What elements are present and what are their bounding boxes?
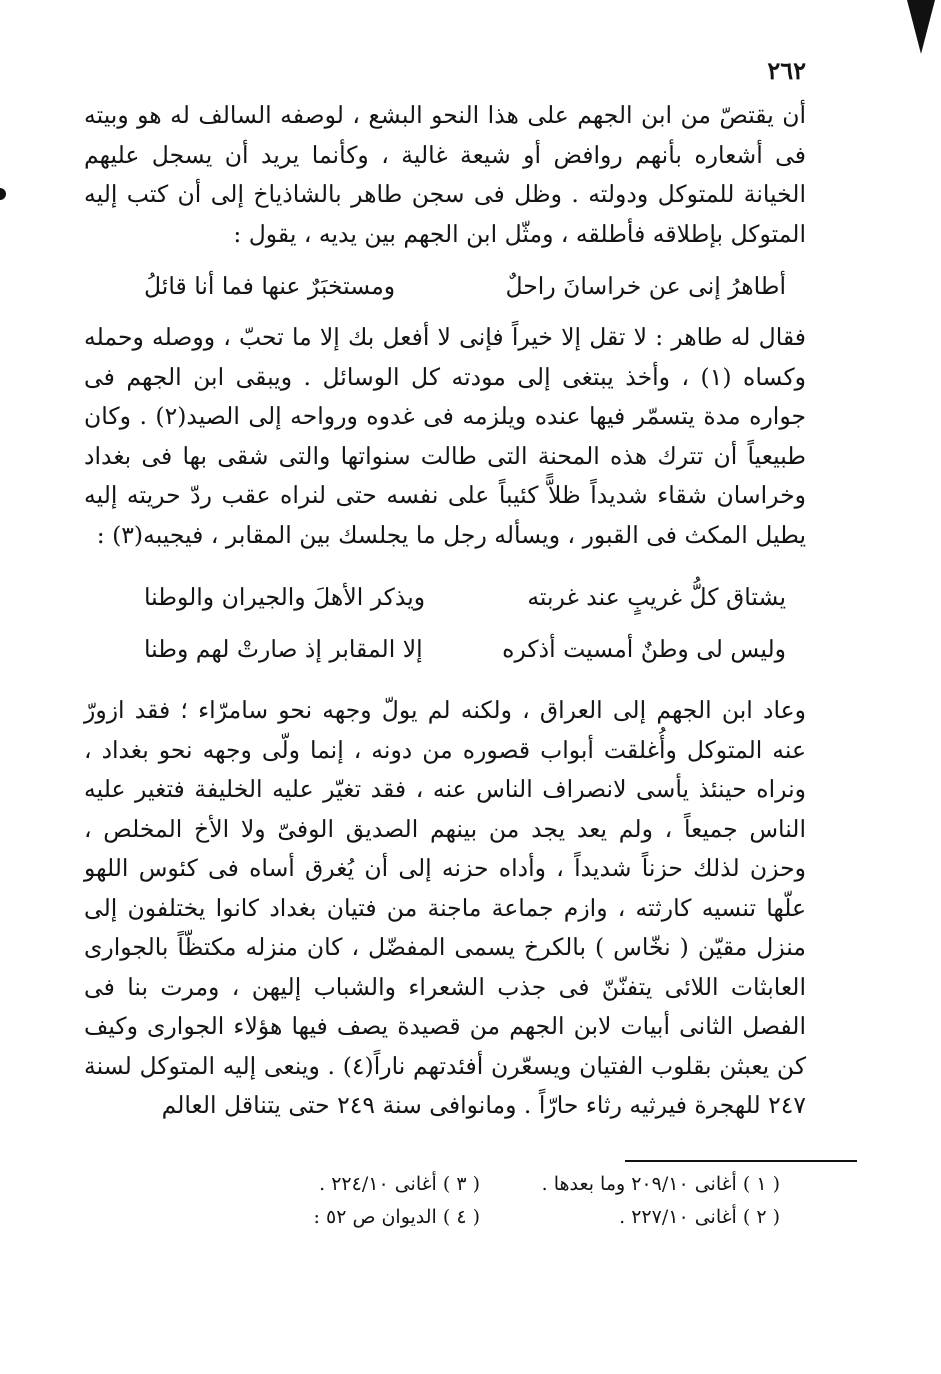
book-page	[84, 52, 806, 1126]
verse-3-second-hemistich: إلا المقابر إذ صارتْ لهم وطنا	[144, 635, 423, 663]
corner-triangle-mark	[907, 0, 935, 54]
verse-line-1	[84, 266, 806, 306]
paragraph-2: فقال له طاهر : لا تقل إلا خيراً فإنى لا أفعل بك إلا ما تحبّ ، ووصله وحمله وكساه (١) ، وأخذ يبتغى إلى مودته كل الوسائل . ويبقى ابن الجهم فى جواره مدة يتسمّر فيها عنده ويلزمه فى غدوه ورواحه إلى الصيد(٢) . وكان طبيعياً أن تترك هذه المحنة التى طالت سنواتها والتى شقى بها فى بغداد وخراسان شقاء شديداً ظلاًّ كئيباً على نفسه حتى لنراه عقب ردّ حريته إليه يطيل المكث فى القبور ، ويسأله رجل ما يجلسك بين المقابر ، فيجيبه(٣) :	[84, 323, 806, 549]
verse-2-first-hemistich: يشتاق كلُّ غريبٍ عند غربته	[527, 583, 786, 611]
verse-2-second-hemistich: ويذكر الأهلَ والجيران والوطنا	[144, 583, 426, 611]
verse-1-second-hemistich: ومستخبَرٌ عنها فما أنا قائلُ	[144, 272, 396, 300]
footnotes	[220, 1168, 780, 1234]
verse-1-first-hemistich: أطاهرُ إنى عن خراسانَ راحلٌ	[505, 272, 786, 300]
footnote-separator	[625, 1160, 857, 1162]
footnote-3: ( ٣ ) أغانى ٢٢٤/١٠ .	[319, 1173, 480, 1195]
page-number: ٢٦٢	[767, 56, 806, 85]
footnote-4: ( ٤ ) الديوان ص ٥٢ :	[313, 1206, 480, 1228]
verse-line-3	[84, 629, 806, 669]
verse-3-first-hemistich: وليس لى وطنٌ أمسيت أذكره	[502, 635, 786, 663]
verse-line-2	[84, 577, 806, 617]
footnote-1: ( ١ ) أغانى ٢٠٩/١٠ وما بعدها .	[541, 1173, 780, 1195]
paragraph-3: وعاد ابن الجهم إلى العراق ، ولكنه لم يولّ وجهه نحو سامرّاء ؛ فقد ازورّ عنه المتوكل وأُغلقت أبواب قصوره من دونه ، إنما ولّى وجهه نحو بغداد ، ونراه حينئذ يأسى لانصراف الناس عنه ، فقد تغيّر عليه الخليفة فتغير عليه الناس جميعاً ، ولم يعد يجد من بينهم الصديق الوفىّ ولا الأخ المخلص ، وحزن لذلك حزناً شديداً ، وأداه حزنه إلى أن يُغرق أساه فى كئوس اللهو علّها تنسيه كارثته ، وازم جماعة ماجنة من فتيان بغداد كانوا يختلفون إلى منزل مقيّن ( نخّاس ) بالكرخ يسمى المفضّل ، كان منزله مكتظّاً بالجوارى العابثات اللائى يتفنّنّ فى جذب الشعراء والشباب إليهن ، ومرت بنا فى الفصل الثانى أبيات لابن الجهم من قصيدة يصف فيها هؤلاء الجوارى وكيف كن يعبثن بقلوب الفتيان ويسعّرن أفئدتهم ناراً(٤) . وينعى إليه المتوكل لسنة ٢٤٧ للهجرة فيرثيه رثاء حارّاً . ومانوافى سنة ٢٤٩ حتى يتناقل العالم	[84, 696, 807, 1119]
footnote-2: ( ٢ ) أغانى ٢٢٧/١٠ .	[619, 1206, 780, 1228]
paragraph-1: أن يقتصّ من ابن الجهم على هذا النحو البشع ، لوصفه السالف له هو وبيته فى أشعاره بأنهم روافض أو شيعة غالية ، وكأنما يريد أن يسجل عليهم الخيانة للمتوكل ودولته . وظل فى سجن طاهر بالشاذياخ إلى أن كتب إليه المتوكل بإطلاقه فأطلقه ، ومثّل ابن الجهم بين يديه ، يقول :	[84, 101, 806, 248]
edge-ink-mark	[0, 188, 6, 200]
